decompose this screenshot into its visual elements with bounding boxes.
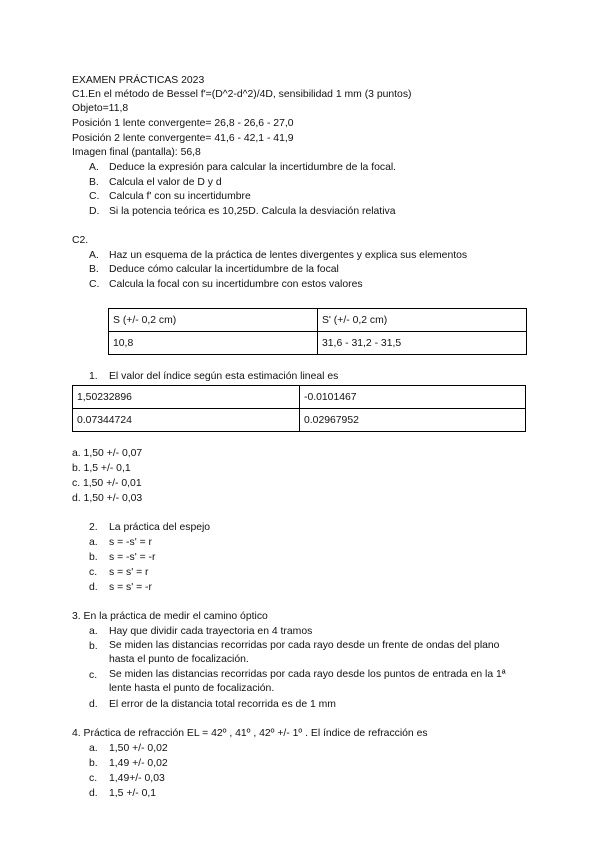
table-row <box>109 309 527 332</box>
list-marker: c. <box>89 773 98 784</box>
q3-option-b: Se miden las distancias recorridas por cada rayo desde un frente de ondas del plano hasta el punto de focalización. <box>109 640 500 665</box>
list-text: s = s' = r <box>109 567 149 578</box>
list-marker: C. <box>89 279 100 290</box>
table-cell: 0.02967952 <box>300 409 526 432</box>
list-marker: d. <box>89 699 98 710</box>
list-marker: b. <box>89 552 98 563</box>
list-marker: d. <box>89 582 98 593</box>
list-marker: 1. <box>89 371 98 382</box>
list-marker: A. <box>89 250 99 261</box>
list-text: Si la potencia teórica es 10,25D. Calcula la desviación relativa <box>109 206 396 217</box>
list-text: Deduce la expresión para calcular la incertidumbre de la focal. <box>109 162 397 173</box>
c1-item-c <box>89 190 251 203</box>
imagen-line: Imagen final (pantalla): 56,8 <box>72 147 201 158</box>
table-row <box>73 409 526 432</box>
table-row <box>73 386 526 409</box>
list-text: Hay que dividir cada trayectoria en 4 tramos <box>109 626 313 637</box>
table-cell: -0.0101467 <box>300 386 526 409</box>
q1-option-b: b. 1,5 +/- 0,1 <box>72 463 131 474</box>
table-header-cell: S' (+/- 0,2 cm) <box>318 309 527 332</box>
q3-option-a <box>89 625 312 638</box>
q1-regression-table <box>72 385 526 432</box>
objeto-line: Objeto=11,8 <box>72 103 129 114</box>
q1-statement <box>89 370 338 383</box>
list-marker: c. <box>89 670 98 681</box>
list-text: 1,50 +/- 0,02 <box>109 743 168 754</box>
q1-option-a: a. 1,50 +/- 0,07 <box>72 448 143 459</box>
list-text: 1,49+/- 0,03 <box>109 773 165 784</box>
q3-statement: 3. En la práctica de medir el camino óptico <box>72 611 268 622</box>
table-row <box>109 332 527 355</box>
q4-option-a <box>89 742 168 755</box>
c1-item-d <box>89 205 395 218</box>
list-text: Calcula la focal con su incertidumbre con estos valores <box>109 279 363 290</box>
q2-statement <box>89 521 210 534</box>
list-marker: b. <box>89 758 98 769</box>
c2-item-c <box>89 278 363 291</box>
pos1-line: Posición 1 lente convergente= 26,8 - 26,6 - 27,0 <box>72 118 294 129</box>
q1-option-d: d. 1,50 +/- 0,03 <box>72 493 143 504</box>
list-marker: A. <box>89 162 99 173</box>
table-cell: 1,50232896 <box>73 386 300 409</box>
q4-option-d <box>89 787 156 800</box>
list-marker: D. <box>89 206 100 217</box>
q4-statement: 4. Práctica de refracción EL = 42º , 41º , 42º +/- 1º . El índice de refracción es <box>72 728 428 739</box>
list-marker: a. <box>89 537 98 548</box>
list-marker: 2. <box>89 522 98 533</box>
q3-option-d <box>89 698 336 711</box>
list-marker: C. <box>89 191 100 202</box>
pos2-line: Posición 2 lente convergente= 41,6 - 42,1 - 41,9 <box>72 133 294 144</box>
table-cell: 0.07344724 <box>73 409 300 432</box>
list-marker: c. <box>89 567 98 578</box>
list-text: Calcula el valor de D y d <box>109 177 222 188</box>
table-cell: 31,6 - 31,2 - 31,5 <box>318 332 527 355</box>
list-text: Deduce cómo calcular la incertidumbre de la focal <box>109 264 339 275</box>
q2-option-d <box>89 581 152 594</box>
q3-option-c: Se miden las distancias recorridas por cada rayo desde los puntos de entrada en la 1ª lente hasta el punto de focalización. <box>109 669 506 694</box>
c1-item-a <box>89 161 396 174</box>
q2-option-a <box>89 536 152 549</box>
list-text: 1,49 +/- 0,02 <box>109 758 168 769</box>
list-text: La práctica del espejo <box>109 522 211 533</box>
q2-option-c <box>89 566 149 579</box>
q2-option-b <box>89 551 155 564</box>
c1-intro: C1.En el método de Bessel f'=(D^2-d^2)/4D, sensibilidad 1 mm (3 puntos) <box>72 89 412 100</box>
list-marker: a. <box>89 626 98 637</box>
list-marker: B. <box>89 264 99 275</box>
list-text: El error de la distancia total recorrida es de 1 mm <box>109 699 336 710</box>
c2-item-a <box>89 249 467 262</box>
list-text: s = -s' = -r <box>109 552 156 563</box>
c2-title: C2. <box>72 235 89 246</box>
list-text: Calcula f' con su incertidumbre <box>109 191 251 202</box>
q4-option-c <box>89 772 165 785</box>
c2-values-table <box>108 308 527 355</box>
list-text: Haz un esquema de la práctica de lentes divergentes y explica sus elementos <box>109 250 468 261</box>
q4-option-b <box>89 757 168 770</box>
list-text: 1,5 +/- 0,1 <box>109 788 157 799</box>
list-text: El valor del índice según esta estimación lineal es <box>109 371 339 382</box>
exam-title: EXAMEN PRÁCTICAS 2023 <box>72 75 205 86</box>
list-marker: a. <box>89 743 98 754</box>
c1-item-b <box>89 176 222 189</box>
c2-item-b <box>89 263 339 276</box>
table-cell: 10,8 <box>109 332 318 355</box>
list-marker: d. <box>89 788 98 799</box>
list-text: s = -s' = r <box>109 537 152 548</box>
q1-option-c: c. 1,50 +/- 0,01 <box>72 478 142 489</box>
table-header-cell: S (+/- 0,2 cm) <box>109 309 318 332</box>
list-marker: b. <box>89 641 98 652</box>
list-text: s = s' = -r <box>109 582 152 593</box>
list-marker: B. <box>89 177 99 188</box>
